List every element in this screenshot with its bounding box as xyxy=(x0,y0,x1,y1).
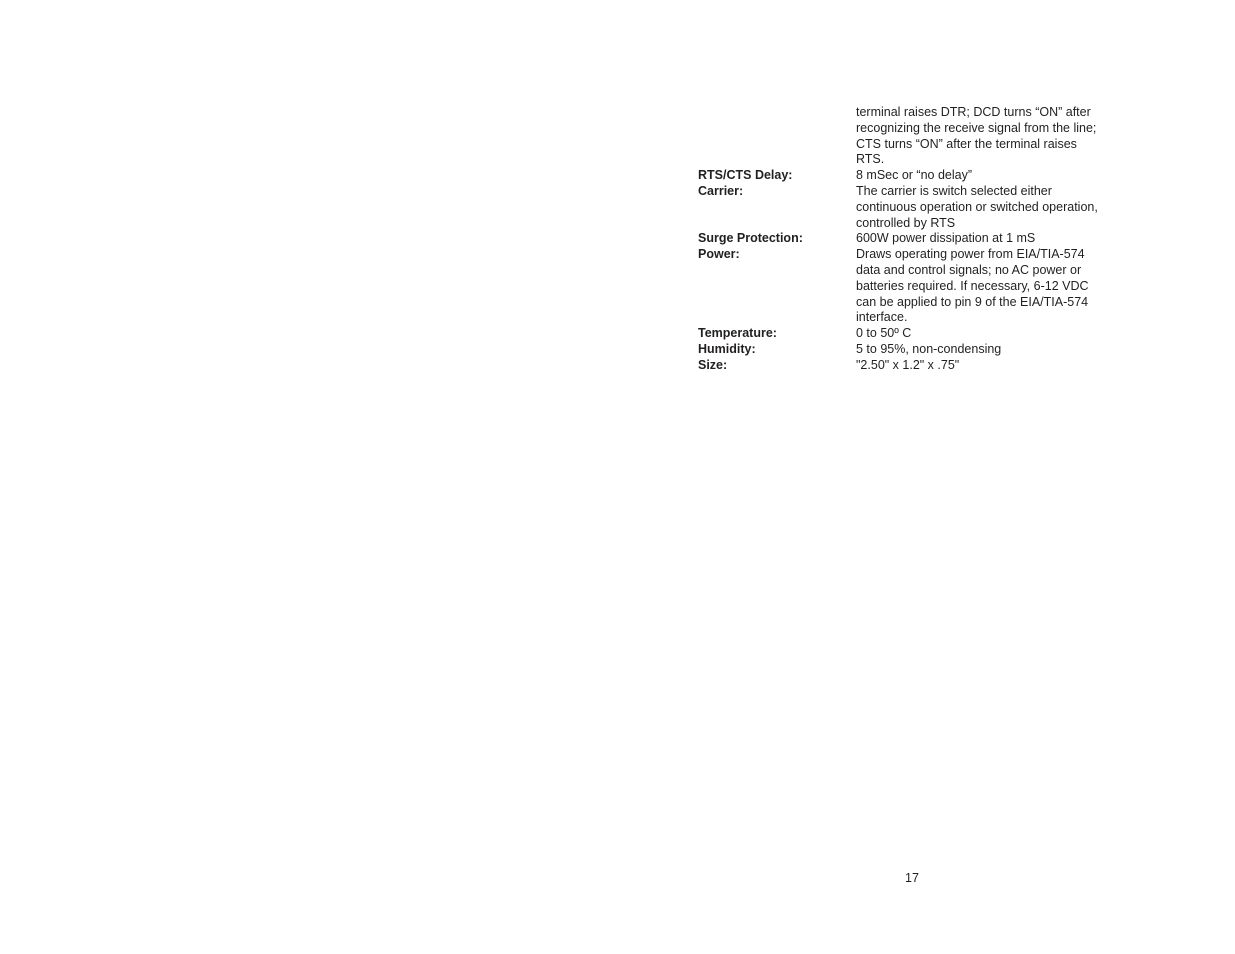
spec-value-line: 0 to 50º C xyxy=(856,326,912,341)
spec-row-rts-cts-delay xyxy=(698,168,1128,184)
spec-value-line: interface. xyxy=(856,310,908,325)
spec-value-line: data and control signals; no AC power or xyxy=(856,262,1082,277)
spec-label: Power: xyxy=(698,247,740,262)
spec-value-line: "2.50" x 1.2" x .75" xyxy=(856,357,960,372)
spec-label: Size: xyxy=(698,357,728,372)
spec-row-handshake-continued xyxy=(698,105,1128,168)
spec-value-line: RTS. xyxy=(856,152,885,167)
spec-label: Temperature: xyxy=(698,326,777,341)
spec-row-temperature xyxy=(698,326,1128,342)
specifications-list xyxy=(698,105,1128,374)
spec-value xyxy=(856,247,1118,326)
spec-value-line: batteries required. If necessary, 6-12 VDC xyxy=(856,278,1089,293)
spec-value-line: 5 to 95%, non-condensing xyxy=(856,341,1002,356)
spec-value-line: 8 mSec or “no delay” xyxy=(856,168,973,183)
spec-value xyxy=(856,231,1118,247)
spec-label: Carrier: xyxy=(698,183,744,198)
spec-value-line: Draws operating power from EIA/TIA-574 xyxy=(856,247,1085,262)
spec-value xyxy=(856,105,1118,168)
spec-row-humidity xyxy=(698,342,1128,358)
spec-value xyxy=(856,342,1118,358)
spec-label: Surge Protection: xyxy=(698,231,803,246)
spec-value-line: CTS turns “ON” after the terminal raises xyxy=(856,136,1077,151)
spec-value xyxy=(856,326,1118,342)
spec-value-line: can be applied to pin 9 of the EIA/TIA-574 xyxy=(856,294,1089,309)
spec-value-line: controlled by RTS xyxy=(856,215,956,230)
spec-row-size xyxy=(698,358,1128,374)
spec-value xyxy=(856,168,1118,184)
spec-value xyxy=(856,184,1118,231)
spec-value-line: The carrier is switch selected either xyxy=(856,183,1052,198)
spec-label: RTS/CTS Delay: xyxy=(698,168,793,183)
spec-value-line: recognizing the receive signal from the line; xyxy=(856,120,1097,135)
spec-row-power xyxy=(698,247,1128,326)
spec-value-line: terminal raises DTR; DCD turns “ON” after xyxy=(856,105,1091,119)
spec-label: Humidity: xyxy=(698,341,756,356)
page-number: 17 xyxy=(905,871,919,885)
spec-row-surge-protection xyxy=(698,231,1128,247)
spec-value-line: continuous operation or switched operation, xyxy=(856,199,1098,214)
spec-value-line: 600W power dissipation at 1 mS xyxy=(856,231,1036,246)
spec-row-carrier xyxy=(698,184,1128,231)
spec-value xyxy=(856,358,1118,374)
